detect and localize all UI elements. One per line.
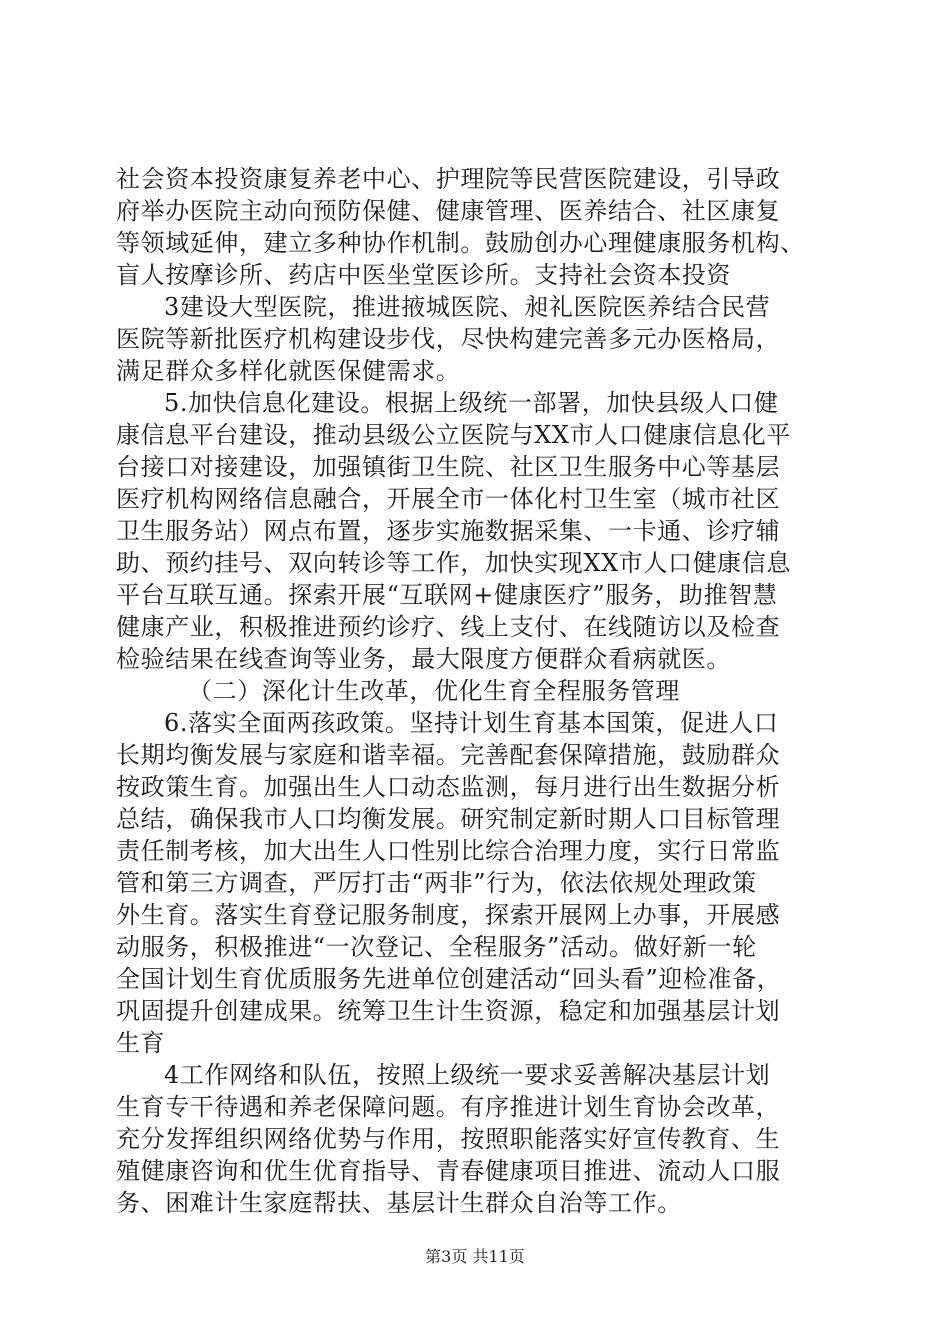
text-line: 总结，确保我市人口均衡发展。研究制定新时期人口目标管理 <box>116 805 781 833</box>
text-line: 责任制考核，加大出生人口性别比综合治理力度，实行日常监 <box>116 837 781 865</box>
text-line: 6.落实全面两孩政策。坚持计划生育基本国策，促进人口 <box>164 709 779 737</box>
text-line: 医院等新批医疗机构建设步伐，尽快构建完善多元办医格局， <box>116 325 781 353</box>
text-line: 充分发挥组织网络优势与作用，按照职能落实好宣传教育、生 <box>116 1125 781 1153</box>
text-line: 3建设大型医院，推进掖城医院、昶礼医院医养结合民营 <box>164 293 771 321</box>
text-line: 长期均衡发展与家庭和谐幸福。完善配套保障措施，鼓励群众 <box>116 741 781 769</box>
text-line: 检验结果在线查询等业务，最大限度方便群众看病就医。 <box>116 645 731 673</box>
text-line: 生育 <box>116 1029 166 1057</box>
text-line: 康信息平台建设，推动县级公立医院与XX市人口健康信息化平 <box>116 421 791 449</box>
text-line: 全国计划生育优质服务先进单位创建活动“回头看”迎检准备， <box>116 965 782 993</box>
text-line: 平台互联互通。探索开展“互联网+健康医疗”服务，助推智慧 <box>116 581 778 609</box>
text-line: 管和第三方调查，严厉打击“两非”行为，依法依规处理政策 <box>116 869 757 897</box>
text-line: 助、预约挂号、双向转诊等工作，加快实现XX市人口健康信息 <box>116 549 791 577</box>
text-line: 外生育。落实生育登记服务制度，探索开展网上办事，开展感 <box>116 901 781 929</box>
text-line: 动服务，积极推进“一次登记、全程服务”活动。做好新一轮 <box>116 933 757 961</box>
text-line: 府举办医院主动向预防保健、健康管理、医养结合、社区康复 <box>116 197 781 225</box>
text-line: 生育专干待遇和养老保障问题。有序推进计划生育协会改革， <box>116 1093 781 1121</box>
text-line: 台接口对接建设，加强镇街卫生院、社区卫生服务中心等基层 <box>116 453 781 481</box>
text-line: 盲人按摩诊所、药店中医坐堂医诊所。支持社会资本投资 <box>116 261 731 289</box>
text-line: 等领域延伸，建立多种协作机制。鼓励创办心理健康服务机构、 <box>116 229 805 257</box>
text-line: 医疗机构网络信息融合，开展全市一体化村卫生室（城市社区 <box>116 485 781 513</box>
text-line: 巩固提升创建成果。统筹卫生计生资源，稳定和加强基层计划 <box>116 997 781 1025</box>
text-line: 殖健康咨询和优生优育指导、青春健康项目推进、流动人口服 <box>116 1157 781 1185</box>
text-line: 满足群众多样化就医保健需求。 <box>116 357 461 385</box>
text-line: 社会资本投资康复养老中心、护理院等民营医院建设，引导政 <box>116 165 781 193</box>
section-heading: （二）深化计生改革，优化生育全程服务管理 <box>188 677 680 705</box>
text-line: 4工作网络和队伍，按照上级统一要求妥善解决基层计划 <box>164 1061 771 1089</box>
text-line: 按政策生育。加强出生人口动态监测，每月进行出生数据分析 <box>116 773 781 801</box>
page-number-footer: 第3页 共11页 <box>425 1247 525 1266</box>
text-line: 健康产业，积极推进预约诊疗、线上支付、在线随访以及检查 <box>116 613 781 641</box>
text-line: 卫生服务站）网点布置，逐步实施数据采集、一卡通、诊疗辅 <box>116 517 781 545</box>
text-line: 5.加快信息化建设。根据上级统一部署，加快县级人口健 <box>164 389 779 417</box>
text-line: 务、困难计生家庭帮扶、基层计生群众自治等工作。 <box>116 1189 682 1217</box>
